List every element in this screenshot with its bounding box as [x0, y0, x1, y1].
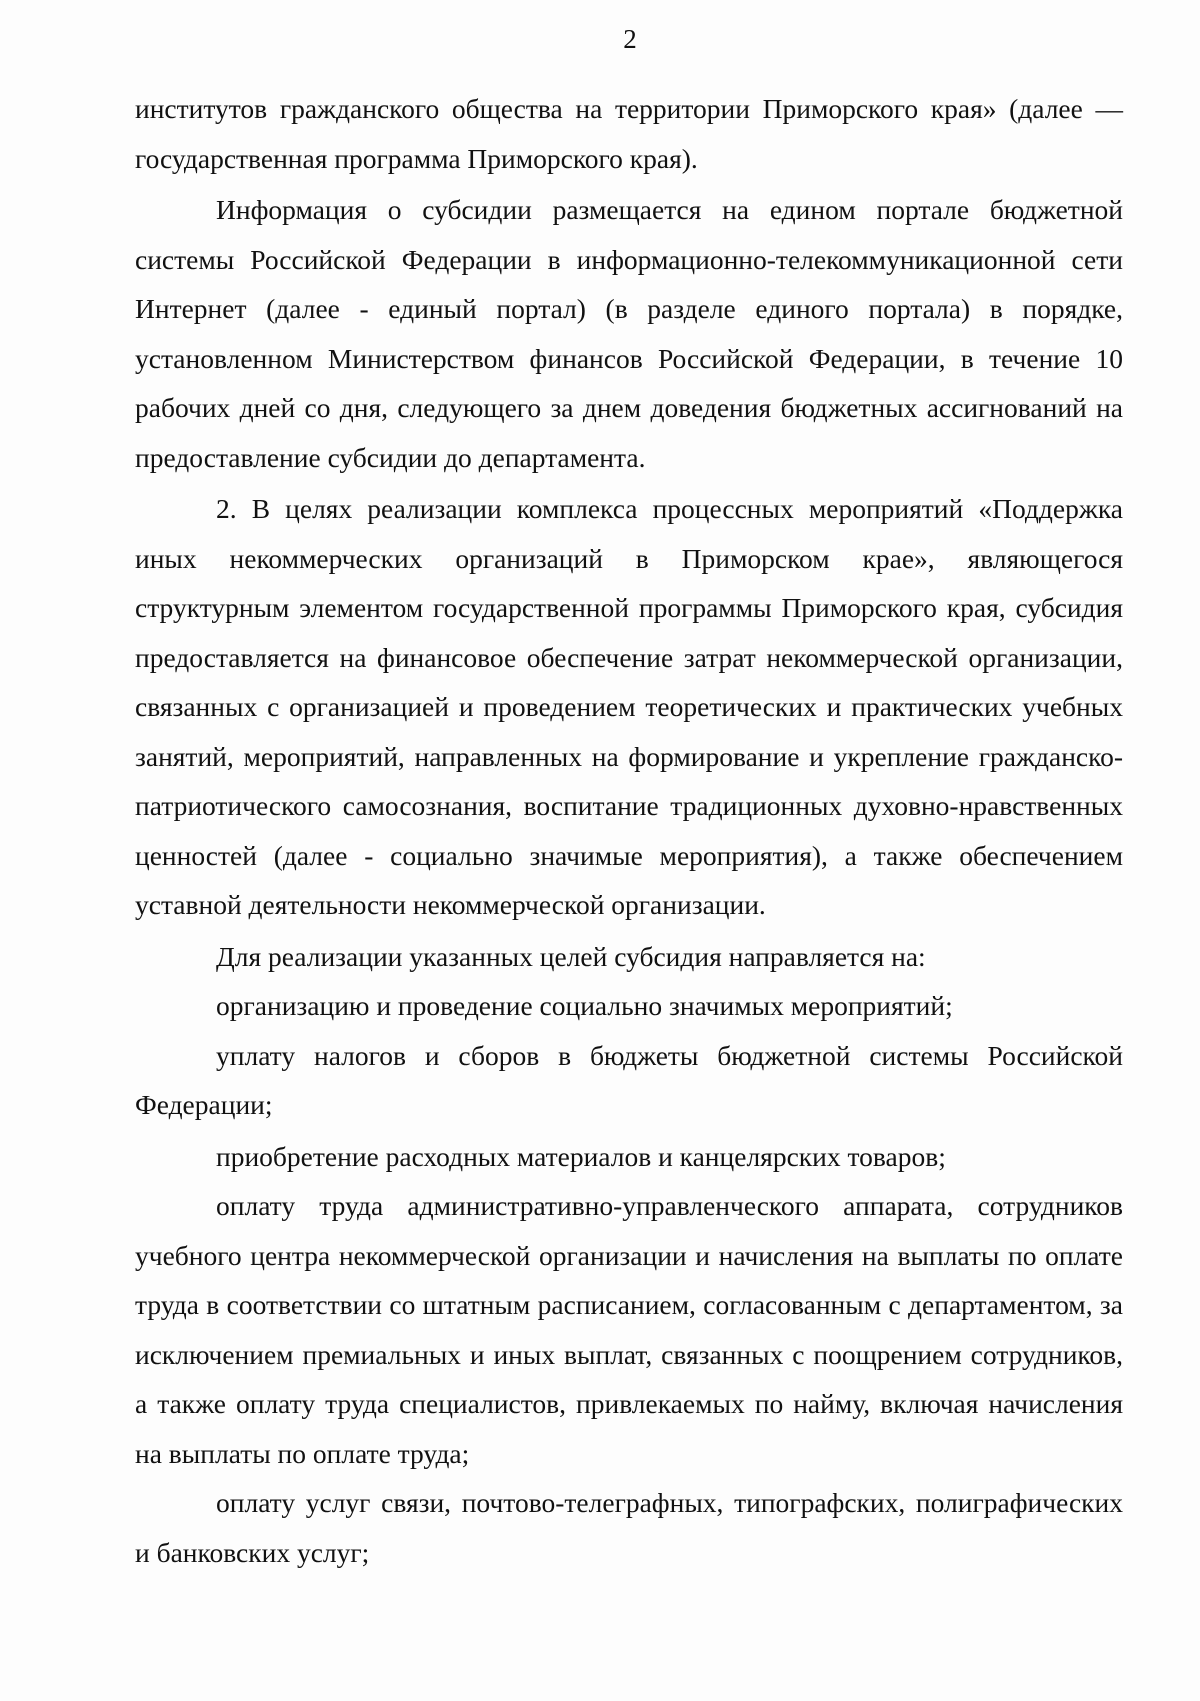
list-item-materials: приобретение расходных материалов и канцелярских товаров; — [216, 1140, 946, 1172]
paragraph-clause-2: 2. В целях реализации комплекса процессных мероприятий «Поддержка иных некоммерческих организаций в Приморском крае», являющегося структурным элементом государственной программы Приморского края, субсидия предоставляется на финансовое обеспечение затрат некоммерческой организации, связанных с организацией и проведением теоретических и практических учебных занятий, мероприятий, направленных на формирование и укрепление гражданско-патриотического самосознания, воспитание традиционных духовно-нравственных ценностей (далее - социально значимые мероприятия), а также обеспечением уставной деятельности некоммерческой организации. — [135, 493, 1123, 920]
document-body — [135, 84, 1123, 1577]
page-number: 2 — [623, 24, 637, 54]
list-item-services: оплату услуг связи, почтово-телеграфных, типографских, полиграфических и банковских услуг; — [135, 1487, 1123, 1568]
paragraph-continuation: институтов гражданского общества на территории Приморского края» (далее — государственная программа Приморского края). — [135, 93, 1123, 174]
list-item-salaries: оплату труда административно-управленческого аппарата, сотрудников учебного центра некоммерческой организации и начисления на выплаты по оплате труда в соответствии со штатным расписанием, согласованным с департаментом, за исключением премиальных и иных выплат, связанных с поощрением сотрудников, а также оплату труда специалистов, привлекаемых по найму, включая начисления на выплаты по оплате труда; — [135, 1190, 1123, 1469]
list-item-events: организацию и проведение социально значимых мероприятий; — [216, 990, 953, 1021]
list-item-taxes: уплату налогов и сборов в бюджеты бюджетной системы Российской Федерации; — [135, 1039, 1123, 1120]
paragraph-purpose-intro: Для реализации указанных целей субсидия направляется на: — [216, 940, 926, 972]
paragraph-portal-info: Информация о субсидии размещается на едином портале бюджетной системы Российской Федерации в информационно-телекоммуникационной сети Интернет (далее - единый портал) (в разделе единого портала) в порядке, установленном Министерством финансов Российской Федерации, в течение 10 рабочих дней со дня, следующего за днем доведения бюджетных ассигнований на предоставление субсидии до департамента. — [135, 194, 1123, 473]
